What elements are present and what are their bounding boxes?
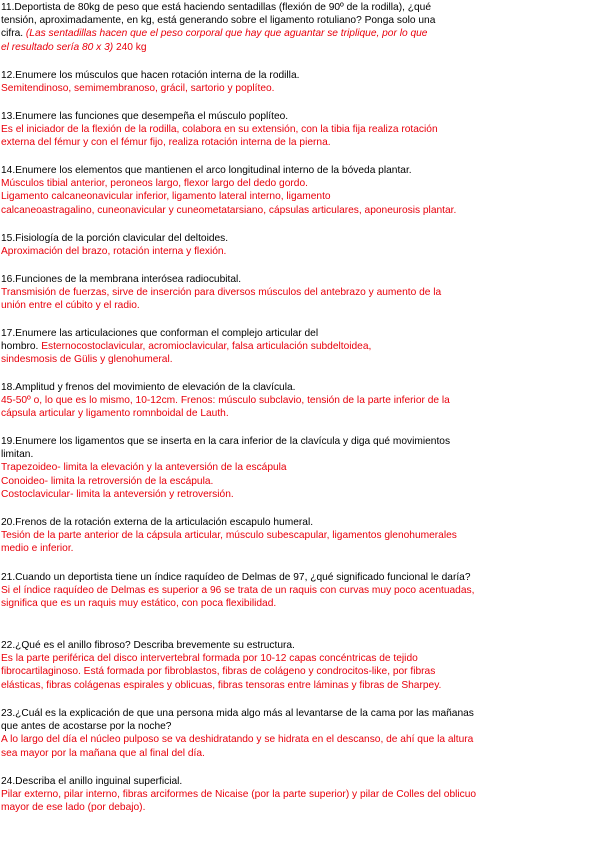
question-16 (1, 273, 597, 313)
question-13 (1, 110, 597, 150)
question-text: 16.Funciones de la membrana interósea radiocubital. (1, 274, 242, 285)
question-text: 17.Enumere las articulaciones que conforman el complejo articular del (1, 328, 319, 339)
question-23 (1, 707, 597, 760)
question-11 (1, 1, 597, 54)
question-text: 22.¿Qué es el anillo fibroso? Describa brevemente su estructura. (1, 640, 295, 651)
question-text: 13.Enumere las funciones que desempeña el músculo poplíteo. (1, 111, 289, 122)
question-19 (1, 435, 597, 501)
question-text: 24.Describa el anillo inguinal superficial. (1, 776, 183, 787)
question-17 (1, 327, 597, 367)
answer-text: calcaneoastragalino, cuneonavicular y cuneometatarsiano, cápsulas articulares, aponeurosis plantar. (1, 204, 457, 216)
answer-text: externa del fémur y con el fémur fijo, realiza rotación interna de la pierna. (1, 137, 331, 149)
question-12 (1, 69, 597, 95)
question-text: 23.¿Cuál es la explicación de que una persona mida algo más al levantarse de la cama por las mañanas (1, 708, 474, 719)
answer-text: Conoideo- limita la retroversión de la escápula. (1, 475, 214, 487)
question-text: hombro. (1, 341, 39, 353)
answer-text: Tesión de la parte anterior de la cápsula articular, músculo subescapular, ligamentos glenohumerales (1, 530, 457, 542)
answer-text: (Las sentadillas hacen que el peso corporal que hay que aguantar se triplique, por lo que (23, 28, 428, 40)
answer-line (1, 41, 597, 54)
answer-text: cápsula articular y ligamento romnboidal de Lauth. (1, 408, 229, 420)
answer-text: unión entre el cúbito y el radio. (1, 300, 140, 312)
answer-text: Esternocostoclavicular, acromioclavicular, falsa articulación subdeltoidea, (38, 341, 372, 353)
answer-text: Aproximación del brazo, rotación interna y flexión. (1, 246, 227, 258)
answer-text: elásticas, fibras colágenas espirales y oblicuas, fibras tensoras entre láminas y fibras de Sharpey. (1, 679, 442, 691)
answer-text: Si el índice raquídeo de Delmas es superior a 96 se trata de un raquis con curvas muy poco acentuadas, (1, 585, 475, 597)
answer-text: mayor de ese lado (por debajo). (1, 802, 146, 814)
answer-text: el resultado sería 80 x 3) (1, 41, 114, 53)
answer-text: A lo largo del día el núcleo pulposo se va deshidratando y se hidrata en el descanso, de ahí que la altura (1, 734, 474, 746)
answer-text: 240 kg (113, 41, 147, 53)
answer-text: Pilar externo, pilar interno, fibras arciformes de Nicaise (por la parte superior) y pilar de Colles del oblicuo (1, 789, 477, 801)
answer-text: significa que es un raquis muy estático, con poca flexibilidad. (1, 598, 277, 610)
question-15 (1, 232, 597, 258)
answer-text: medio e inferior. (1, 543, 74, 555)
question-text: cifra. (1, 28, 24, 40)
question-text: 14.Enumere los elementos que mantienen el arco longitudinal interno de la bóveda plantar. (1, 165, 412, 176)
question-text: tensión, aproximadamente, en kg, está generando sobre el ligamento rotuliano? Ponga solo una (1, 15, 436, 27)
question-24 (1, 775, 597, 815)
mixed-line (1, 340, 597, 353)
question-text: 12.Enumere los músculos que hacen rotación interna de la rodilla. (1, 70, 300, 81)
answer-text: fibrocartilaginoso. Está formada por fibroblastos, fibras de colágeno y condrocitos-like, por fibras (1, 666, 436, 678)
answer-text: Es la parte periférica del disco intervertebral formada por 10-12 capas concéntricas de tejido (1, 653, 418, 665)
answer-text: Transmisión de fuerzas, sirve de inserción para diversos músculos del antebrazo y aumento de la (1, 287, 442, 299)
question-text: 21.Cuando un deportista tiene un índice raquídeo de Delmas de 97, ¿qué significado funcional le daría? (1, 572, 471, 583)
answer-text: Trapezoideo- limita la elevación y la anteversión de la escápula (1, 462, 287, 474)
answer-text: sindesmosis de Gülis y glenohumeral. (1, 354, 173, 366)
question-text: 20.Frenos de la rotación externa de la articulación escapulo humeral. (1, 517, 314, 528)
question-text: 18.Amplitud y frenos del movimiento de elevación de la clavícula. (1, 382, 296, 393)
question-text: limitan. (1, 449, 34, 461)
question-14 (1, 164, 597, 217)
answer-text: sea mayor por la mañana que al final del día. (1, 747, 205, 759)
question-22 (1, 639, 597, 692)
answer-text: 45-50º o, lo que es lo mismo, 10-12cm. Frenos: músculo subclavio, tensión de la parte inferior de la (1, 395, 450, 407)
question-text: que antes de acostarse por la noche? (1, 721, 172, 733)
question-21 (1, 571, 597, 611)
question-text: 15.Fisiología de la porción clavicular del deltoides. (1, 233, 229, 244)
mixed-line (1, 27, 597, 40)
question-text: 19.Enumere los ligamentos que se inserta en la cara inferior de la clavícula y diga qué movimientos (1, 436, 451, 447)
answer-text: Ligamento calcaneonavicular inferior, ligamento lateral interno, ligamento (1, 191, 331, 203)
question-text: 11.Deportista de 80kg de peso que está haciendo sentadillas (flexión de 90º de la rodilla), ¿qué (1, 2, 431, 13)
question-18 (1, 381, 597, 421)
answer-text: Es el iniciador de la flexión de la rodilla, colabora en su extensión, con la tibia fija realiza rotación (1, 124, 438, 136)
question-20 (1, 516, 597, 556)
answer-text: Semitendinoso, semimembranoso, grácil, sartorio y poplíteo. (1, 83, 275, 95)
answer-text: Costoclavicular- limita la anteversión y retroversión. (1, 488, 234, 500)
answer-text: Músculos tibial anterior, peroneos largo, flexor largo del dedo gordo. (1, 178, 308, 190)
